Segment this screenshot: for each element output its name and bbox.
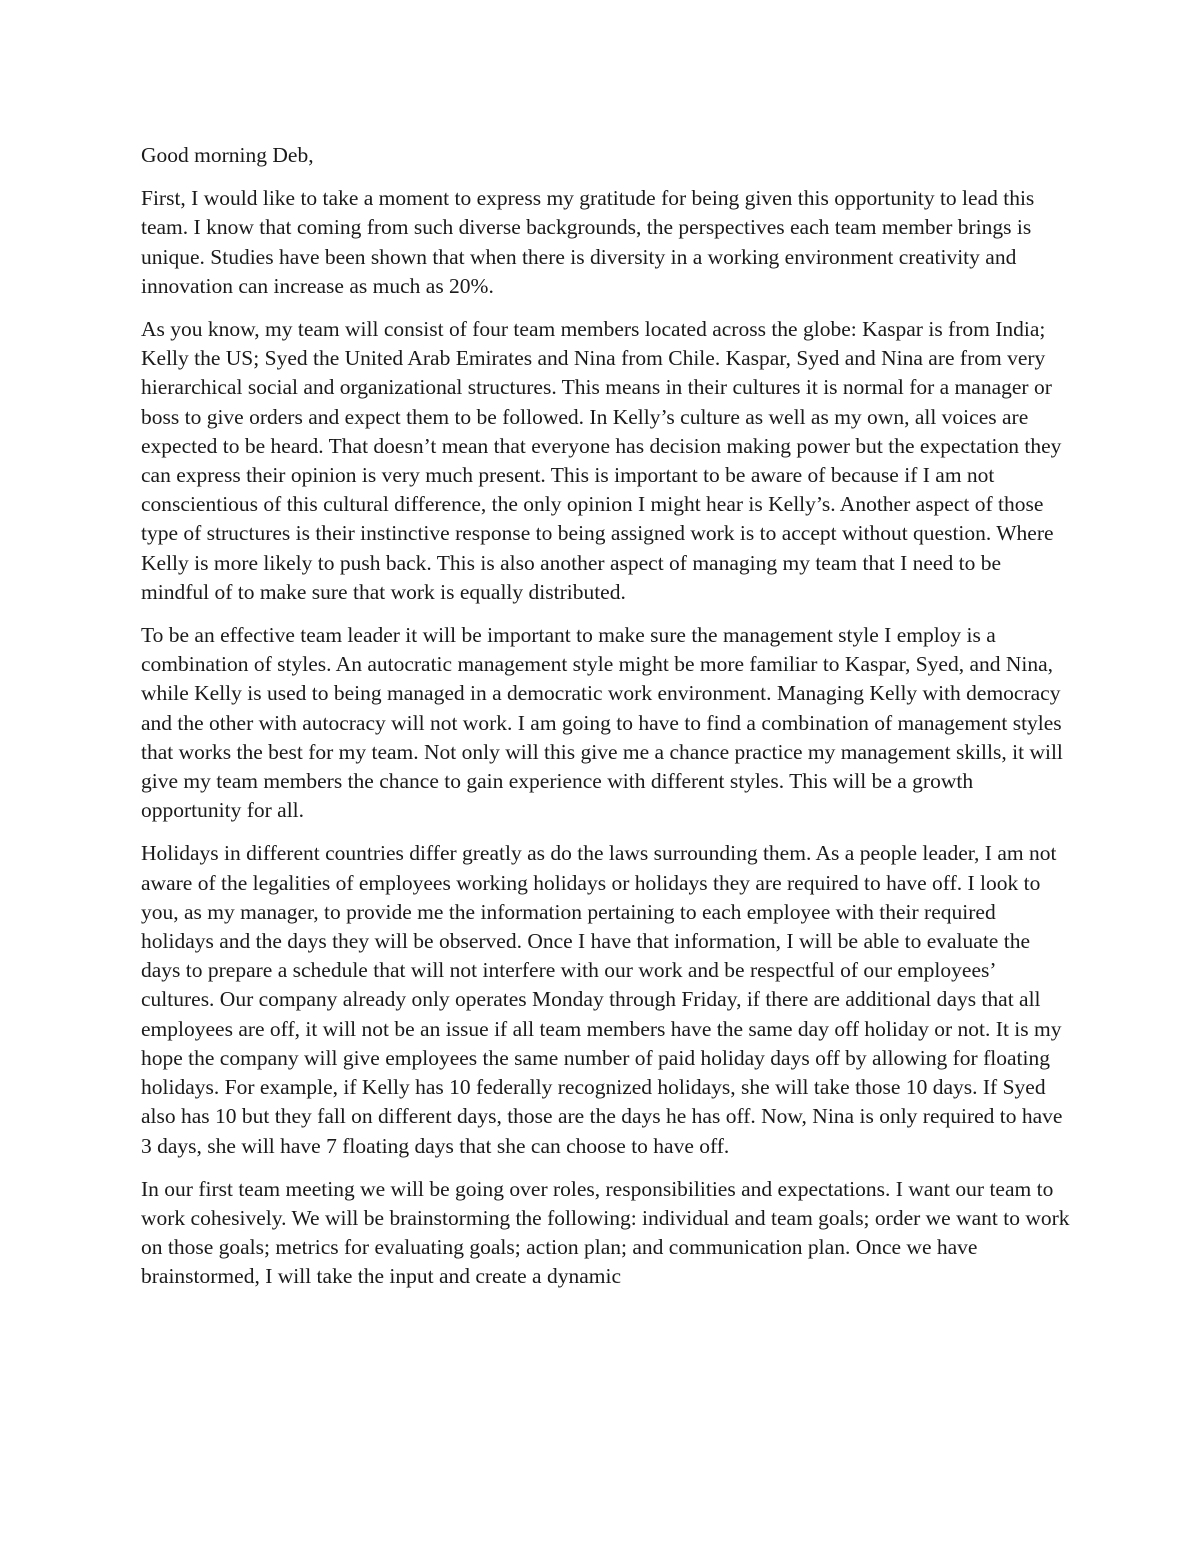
paragraph-gratitude: First, I would like to take a moment to express my gratitude for being given this opportunity to lead this team. I know that coming from such diverse backgrounds, the perspectives each team member brings is unique. Studies have been shown that when there is diversity in a working environment creativity and innovation can increase as much as 20%. <box>141 186 1035 298</box>
paragraph-team-cultures: As you know, my team will consist of four team members located across the globe: Kaspar is from India; Kelly the US; Syed the United Arab Emirates and Nina from Chile. Kaspar, Syed and Nina are from very hierarchical social and organizational structures. This means in their cultures it is normal for a manager or boss to give orders and expect them to be followed. In Kelly’s culture as well as my own, all voices are expected to be heard. That doesn’t mean that everyone has decision making power but the expectation they can express their opinion is very much present. This is important to be aware of because if I am not conscientious of this cultural difference, the only opinion I might hear is Kelly’s. Another aspect of those type of structures is their instinctive response to being assigned work is to accept without question. Where Kelly is more likely to push back. This is also another aspect of managing my team that I need to be mindful of to make sure that work is equally distributed. <box>141 317 1062 604</box>
letter-body <box>141 141 1071 1306</box>
paragraph-management-style: To be an effective team leader it will be important to make sure the management style I employ is a combination of styles. An autocratic management style might be more familiar to Kaspar, Syed, and Nina, while Kelly is used to being managed in a democratic work environment. Managing Kelly with democracy and the other with autocracy will not work. I am going to have to find a combination of management styles that works the best for my team. Not only will this give me a chance practice my management skills, it will give my team members the chance to gain experience with different styles. This will be a growth opportunity for all. <box>141 623 1063 823</box>
letter-greeting: Good morning Deb, <box>141 143 314 167</box>
paragraph-first-meeting: In our first team meeting we will be going over roles, responsibilities and expectations. I want our team to work cohesively. We will be brainstorming the following: individual and team goals; order we want to work on those goals; metrics for evaluating goals; action plan; and communication plan. Once we have brainstormed, I will take the input and create a dynamic <box>141 1176 1070 1289</box>
paragraph-holidays: Holidays in different countries differ greatly as do the laws surrounding them. As a people leader, I am not aware of the legalities of employees working holidays or holidays they are required to have off. I look to you, as my manager, to provide me the information pertaining to each employee with their required holidays and the days they will be observed. Once I have that information, I will be able to evaluate the days to prepare a schedule that will not interfere with our work and be respectful of our employees’ cultures. Our company already only operates Monday through Friday, if there are additional days that all employees are off, it will not be an issue if all team members have the same day off holiday or not. It is my hope the company will give employees the same number of paid holiday days off by allowing for floating holidays. For example, if Kelly has 10 federally recognized holidays, she will take those 10 days. If Syed also has 10 but they fall on different days, those are the days he has off. Now, Nina is only required to have 3 days, she will have 7 floating days that she can choose to have off. <box>141 841 1063 1158</box>
